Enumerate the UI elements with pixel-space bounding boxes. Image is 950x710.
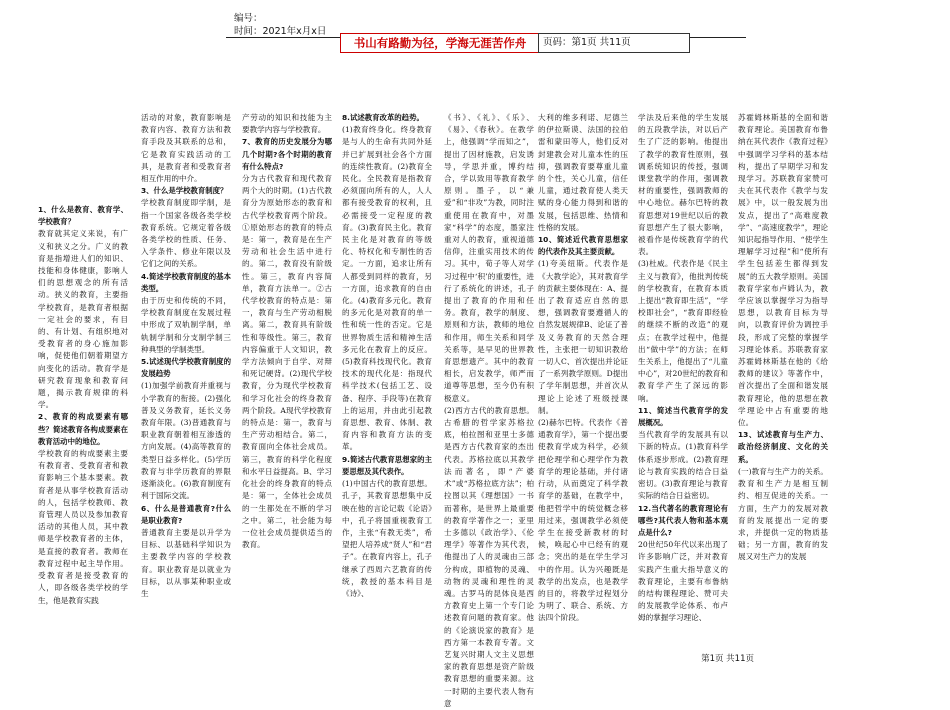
header-meta xyxy=(234,12,326,38)
paragraph: 活动的对象，教育影响是教育内容、教育方法和教育手段及其联系的总和，它是教育实践活动的工具，是教育者和受教育者相互作用的中介。 xyxy=(141,113,231,184)
section-heading: 11、简述当代教育学的发展概况。 xyxy=(638,405,728,428)
page-footer: 第1页 共11页 xyxy=(701,654,754,664)
paragraph: (1)中国古代的教育思想。孔子，其教育思想集中反映在他的言论记载《论语》中，孔子将国重视教育工作，主张“有教无类”，希望把人培养成“贤人”和“君子”。在教育内容上，孔子继承了西周六艺教育的传统，教授的基本科目是《诗》、 xyxy=(342,479,432,598)
text-column xyxy=(538,112,628,625)
text-column xyxy=(141,112,231,600)
paragraph: 教育就其定义来说，有广义和狭义之分。广义的教育是指增进人们的知识、技能和身体健康，影响人们的思想观念的所有活动。狭义的教育，主要指学校教育，是教育者根据一定社会的要求，有目的、有计划、有组织地对受教育者的身心施加影响，促使他们朝着期望方向变化的活动。教育学是研究教育现象和教育问题，揭示教育规律的科学。 xyxy=(38,229,128,410)
page-indicator: 页码：第1页 共11页 xyxy=(538,33,690,53)
section-heading: 13、试述教育与生产力、政治经济制度、文化的关系。 xyxy=(738,430,828,464)
page-header xyxy=(226,10,746,60)
text-column xyxy=(242,112,332,551)
text-column xyxy=(342,112,432,600)
section-heading: 4.简述学校教育制度的基本类型。 xyxy=(141,271,231,293)
motto-banner: 书山有路勤为径，学海无涯苦作舟 xyxy=(340,33,540,53)
paragraph: (一)教育与生产力的关系。教育和生产力是相互制约、相互促进的关系。一方面，生产力的发展对教育的发展提出一定的要求，并提供一定的物质基础；另一方面，教育的发展又对生产力的发展 xyxy=(738,466,828,562)
time-label: 时间：2021年x月x日 xyxy=(234,26,327,37)
section-heading: 5.试述现代学校教育制度的发展趋势 xyxy=(141,357,231,379)
section-heading: 3、什么是学校教育制度？ xyxy=(141,186,228,196)
text-column xyxy=(638,112,728,625)
paragraph: 学校教育的构成要素主要有教育者、受教育者和教育影响三个基本要素。教育者是从事学校教育活动的人，包括学校教师、教育管理人员以及参加教育活动的其他人员，其中教师是学校教育者的主体，是直接的教育者。教师在教育过程中起主导作用。受教育者是接受教育的人，即各级各类学校的学生，他是教育实践 xyxy=(38,449,128,605)
paragraph: 普通教育主要是以升学为目标、以基础科学知识为主要教学内容的学校教育。职业教育是以就业为目标，以从事某种职业或生 xyxy=(141,527,231,598)
paragraph: 分为古代教育和现代教育两个大的时期。(1)古代教育分为原始形态的教育和古代学校教育两个阶段。①原始形态的教育的特点是：第一，教育是在生产劳动和社会生活中进行的。第二，教育没有阶级性。第三，教育内容简单，教育方法单一。②古代学校教育的特点是：第一，教育与生产劳动相脱离。第二，教育具有阶级性和等级性。第三，教育内容偏重于人文知识，教学方法倾向于自学、对辩和死记硬背。(2)现代学校教育，分为现代学校教育和学习化社会的终身教育两个阶段。A现代学校教育的特点是：第一，教育与生产劳动相结合。第二，教育面向全体社会成员。第三，教育的科学化程度和水平日益提高。B、学习化社会的终身教育的特点是：第一，全体社会成员的一生都处在不断的学习之中。第二，社会能为每一位社会成员提供适当的教育。 xyxy=(242,174,332,550)
section-heading: 9.简述古代教育思想家的主要思想及其代表作。 xyxy=(342,454,432,476)
paragraph: (2)赫尔巴特。代表作《普通教育学》，第一个提出要使教育学成为科学，必须把伦理学和心理学作为教育学的理论基础，并付诸行动，从而奠定了科学教育学的基础，在教学中，他把哲学中的统觉概念移用过来，强调教学必须使学生在接受新教材的时候，唤起心中已经有的观念；突出的是在学生学习中的作用。认为兴趣既是教学的出发点，也是教学的目的，将教学过程划分为明了、联合、系统、方法四个阶段。 xyxy=(538,418,628,623)
paragraph: (3)杜威。代表作是《民主主义与教育》，他批判传统的学校教育，在教育本质上提出“教育即生活”，“学校即社会”，“教育即经验的继续不断的改造”的观点；在教学过程中，他提出“做中学”的方法；在师生关系上，他提出了“儿童中心”，对20世纪的教育和教育学产生了深远的影响。 xyxy=(638,259,728,403)
section-heading: 6、什么是普通教育?什么是职业教育? xyxy=(141,503,231,525)
paragraph: 苏霍姆林斯基的全面和谐教育理论。美国教育布鲁纳在其代表作《教育过程》中强调学习学科的基本结构，提出了早期学习和发现学习。苏联教育家赞可夫在其代表作《教学与发展》中，以一般发展为出发点，提出了“高难度教学”、“高速度教学”，理论知识起指导作用、“使学生理解学习过程”和“使所有学生包括差生都得到发展”的五大教学原则。美国教育学家布卢姆认为，教学应该以掌握学习为指导思想，以教育目标为导向，以教育评价为调控手段，形成了完整的掌握学习理论体系。苏联教育家苏霍姆林斯基在他的《给教师的建议》等著作中，首次提出了全面和谐发展教育理论，他的思想在教学理论中占有重要的地位。 xyxy=(738,113,828,428)
paragraph: (1)教育终身化。终身教育是与人的生命有共同外延并已扩展到社会各个方面的连续性教育。(2)教育全民化。全民教育是指教育必须面向所有的人，人人都有接受教育的权利，且必需接受一定程度的教育。(3)教育民主化。教育民主化是对教育的等级化、特权化和专制性的否定。一方面，追求让所有人都受到同样的教育，另一方面，追求教育的自由化。(4)教育多元化。教育的多元化是对教育的单一性和统一性的否定。它是世界物质生活和精神生活多元化在教育上的反应。(5)教育科技现代化。教育技术的现代化是：指现代科学技术(包括工艺、设备、程序、手段等)在教育上的运用，并由此引起教育思想、教育、体制、教育内容和教育方法的变革。 xyxy=(342,125,432,452)
section-heading: 1、什么是教育、教育学、学校教育？ xyxy=(38,205,128,227)
paragraph: 由于历史和传统的不同，学校教育制度在发展过程中形成了双轨制学制，单轨制学制和分支制学制三种典型的学制类型。 xyxy=(141,296,231,354)
paragraph: 大利的维多利诺、尼德兰的伊拉斯谟、法国的拉伯雷和蒙田等人，他们反对封建教会对儿童本性的压抑，强调教育要尊重儿童的个性，关心儿童，信任儿童，通过教育使人类天赋的身心能力得到和谐的发展，包括思维、热情和性格的发展。 xyxy=(538,113,628,232)
paragraph: 产劳动的知识和技能为主要教学内容与学校教育。 xyxy=(242,113,332,135)
text-column xyxy=(444,112,534,708)
paragraph: 当代教育学的发展具有以下新的特点。(1)教育科学体系逐步形成。(2)教育理论与教育实践的结合日益密切。(3)教育理论与教育实际的结合日益密切。 xyxy=(638,430,728,501)
section-heading: 7、教育的历史发展分为哪几个时期?各个时期的教育有什么特点? xyxy=(242,137,332,171)
section-heading: 2、教育的构成要素有哪些？简述教育各构成要素在教育活动中的地位。 xyxy=(38,412,128,446)
paragraph: 20世纪50年代以来出现了许多影响广泛，并对教育实践产生重大指导意义的教育理论，主要有布鲁纳的结构课程理论、赞可夫的发展教学论体系、布卢姆的掌握学习理论、 xyxy=(638,540,728,623)
text-column xyxy=(38,204,128,607)
paragraph: (1)夸美纽斯。代表作是《大教学论》，其对教育学的贡献主要体现在：A、提出了教育适应自然的思想，强调教育要遵循人的自然发展规律B、论证了普及义务教育的天然合理性，主张把一切知识教给一切人C、首次提出并论证了一系列教学原则。D提出了学年制思想，并首次从理论上论述了班级授课制。 xyxy=(538,259,628,415)
paragraph: 《书》、《礼》、《乐》、《易》、《春秋》。在教学上，他强调“学而知之”，提出了因材施教，启发诱导，学思并重，博约结合，学以致用等教育教学原则。墨子，以“兼爱”和“非攻”为教，同时注重使用在教育中，对墨家“科学”的态度，墨家注重对人的教育，重视道德信仰，注重实用技术的传习。其中，荀子等人对学习过程中‘积’的重要性，进行了系统化的讲述，孔子提出了教育的作用和任务。教育，教学的制度、原则和方法，教师的地位和作用，师生关系和同学关系等，是早见的世界教育思想遗产。其中的教育相长，启发教学，师严而道尊等思想，至今仍有积极意义。 xyxy=(444,113,534,403)
section-heading: 10、简述近代教育思想家的代表作及其主要贡献。 xyxy=(538,235,628,257)
section-heading: 8.试述教育改革的趋势。 xyxy=(342,113,424,122)
number-label: 编号： xyxy=(234,13,263,24)
paragraph: (2)西方古代的教育思想。古希腊的哲学家苏格拉底，柏拉图和亚里士多德是西方古代教育家的杰出代表。苏格拉底以其教学法而著名，即“产婆术”或“苏格拉底方法”；柏拉图以其《理想国》一书而著称，是世界上最重要的教育学著作之一；亚里士多德以《政治学》、《伦理学》等著作为其代表，他提出了人的灵魂由三部分构成，即植物的灵魂、动物的灵魂和理性的灵魂。古罗马的昆体良是西方教育史上第一个专门论述教育问题的教育家。他的《论演说家的教育》是西方第一本教育专著。文艺复兴时期人文主义思想家的教育思想是资产阶级教育思想的重要来源。这一时期的主要代表人物有意 xyxy=(444,405,534,708)
paragraph: (1)加强学前教育并重视与小学教育的衔接。(2)强化普及义务教育，延长义务教育年限。(3)普通教育与职业教育朝着相互渗透的方向发展。(4)高等教育的类型日益多样化。(5)学历教育与非学历教育的界限逐渐淡化。(6)教育制度有利于国际交流。 xyxy=(141,381,231,501)
section-heading: 12.当代著名的教育理论有哪些?其代表人物和基本观点是什么? xyxy=(638,503,728,537)
paragraph: 学法及后来他的学生发展的五段教学法，对以后产生了广泛的影响。他提出了教学的教育性原则，强调系统知识的传授，强调课堂教学的作用，强调教材的重要性，强调教师的中心地位。赫尔巴特的教育思想对19世纪以后的教育思想产生了很大影响，被看作是传统教育学的代表。 xyxy=(638,113,728,257)
text-column xyxy=(738,112,828,564)
paragraph: 学校教育制度即学制，是指一个国家各级各类学校教育系统。它规定着各级各类学校的性质、任务、入学条件、修业年限以及它们之间的关系。 xyxy=(141,198,231,269)
